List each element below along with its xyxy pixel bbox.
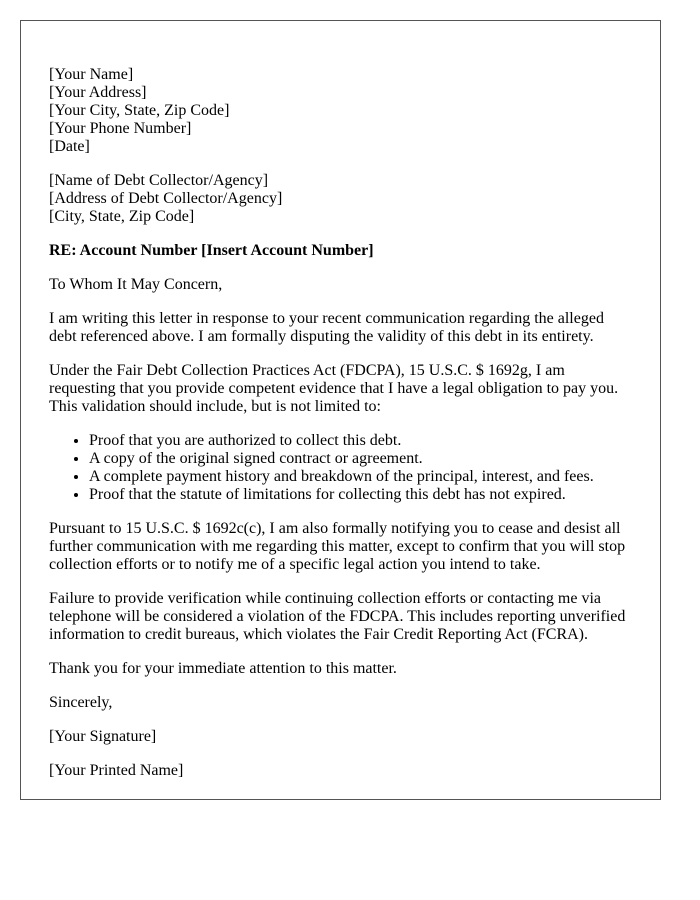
sender-phone: [Your Phone Number] [49, 120, 192, 137]
sender-name: [Your Name] [49, 66, 134, 83]
letter-document [20, 20, 661, 800]
recipient-city: [City, State, Zip Code] [49, 208, 195, 225]
list-item: • A copy of the original signed contract or agreement. [89, 450, 632, 468]
closing: Sincerely, [49, 694, 113, 711]
salutation: To Whom It May Concern, [49, 276, 223, 293]
signature: [Your Signature] [49, 728, 157, 745]
letter-date: [Date] [49, 138, 90, 155]
recipient-address-line: [Address of Debt Collector/Agency] [49, 190, 283, 207]
re-line: RE: Account Number [Insert Account Number] [49, 242, 374, 259]
paragraph-validation-request: Under the Fair Debt Collection Practices Act (FDCPA), 15 U.S.C. $ 1692g, I am requesting that you provide competent evidence that I have a legal obligation to pay you. This validation should include, but is not limited to: [49, 362, 619, 415]
list-item: • Proof that the statute of limitations for collecting this debt has not expired. [89, 486, 632, 504]
printed-name: [Your Printed Name] [49, 762, 184, 779]
sender-address-line: [Your Address] [49, 84, 147, 101]
validation-list [49, 432, 632, 504]
list-item: • Proof that you are authorized to collect this debt. [89, 432, 632, 450]
paragraph-dispute: I am writing this letter in response to your recent communication regarding the alleged debt referenced above. I am formally disputing the validity of this debt in its entirety. [49, 310, 604, 345]
paragraph-thanks: Thank you for your immediate attention to this matter. [49, 660, 397, 677]
sender-city: [Your City, State, Zip Code] [49, 102, 230, 119]
recipient-name: [Name of Debt Collector/Agency] [49, 172, 269, 189]
list-item: • A complete payment history and breakdown of the principal, interest, and fees. [89, 468, 632, 486]
paragraph-cease-desist: Pursuant to 15 U.S.C. $ 1692c(c), I am also formally notifying you to cease and desist all further communication with me regarding this matter, except to confirm that you will stop collection efforts or to notify me of a specific legal action you intend to take. [49, 520, 626, 573]
paragraph-violation: Failure to provide verification while continuing collection efforts or contacting me via telephone will be considered a violation of the FDCPA. This includes reporting unverified information to credit bureaus, which violates the Fair Credit Reporting Act (FCRA). [49, 590, 626, 643]
